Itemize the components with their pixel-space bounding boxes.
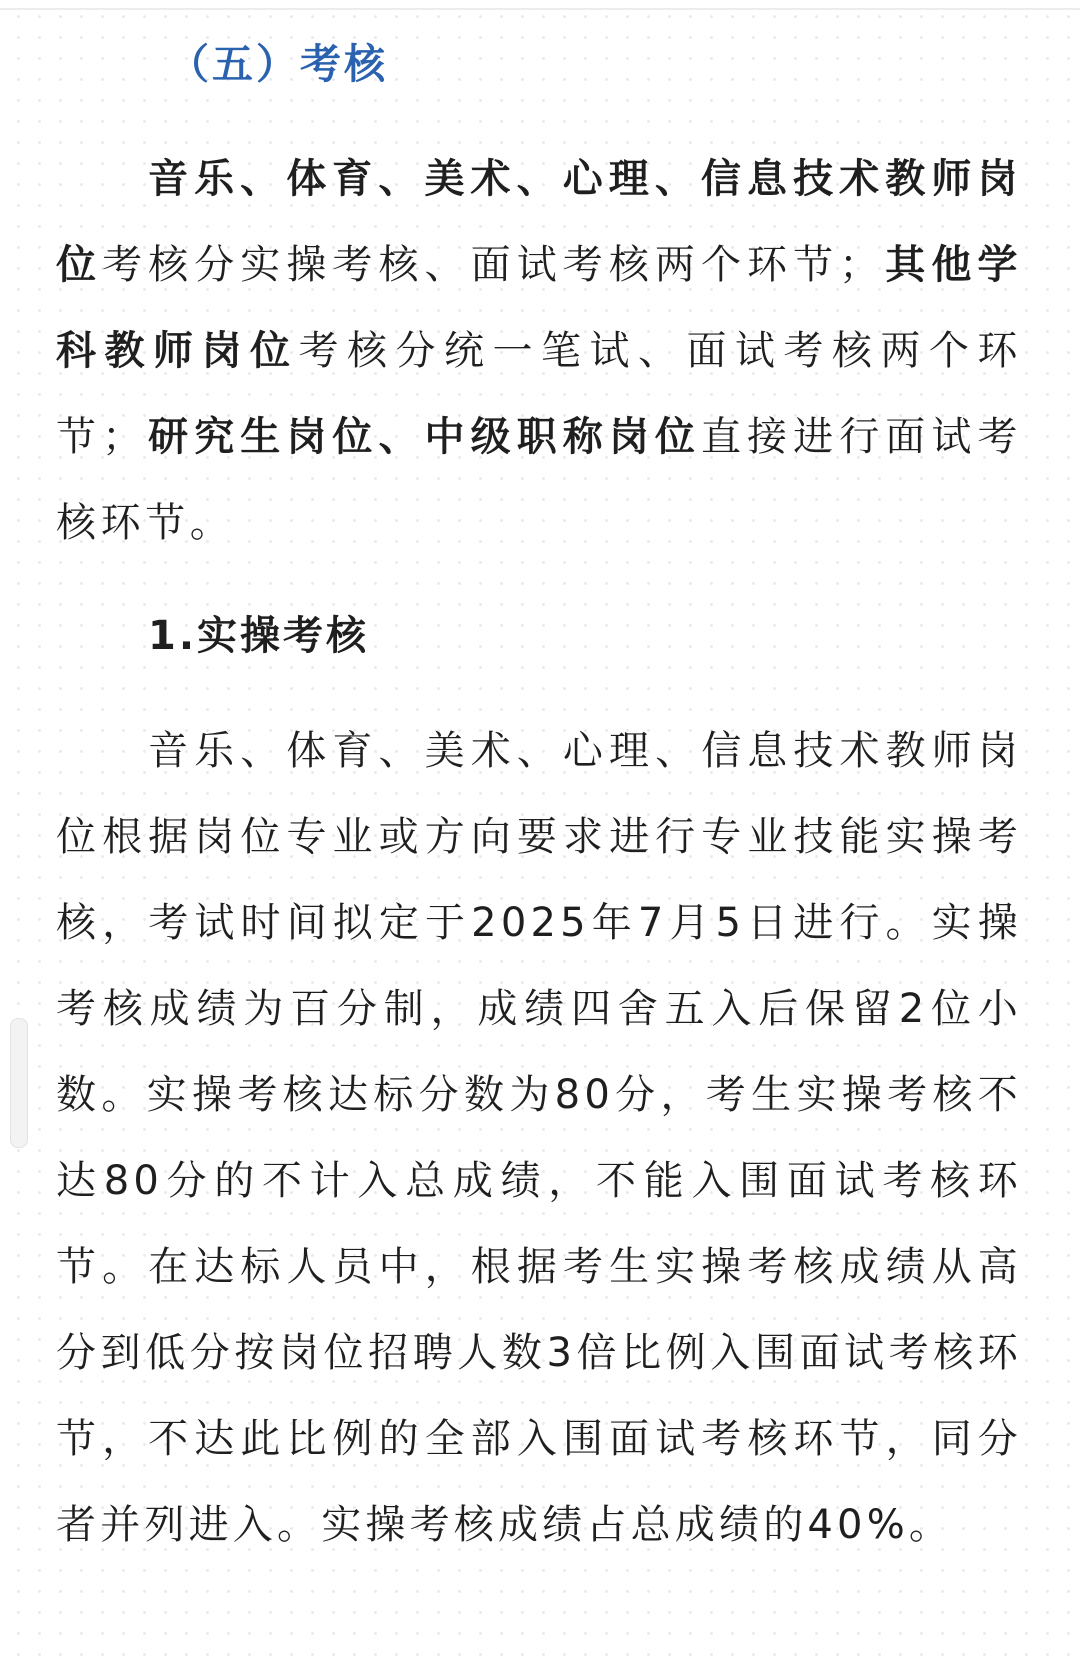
- top-divider: [0, 8, 1080, 10]
- intro-bold-other-subjects: 其他学科教师岗位: [56, 242, 1022, 374]
- intro-bold-arts-posts: 音乐、体育、美术、心理、信息技术教师岗位: [56, 156, 1022, 288]
- intro-bold-graduate-posts: 研究生岗位、中级职称岗位: [146, 414, 701, 460]
- article-content: [56, 28, 1022, 1568]
- section-heading: （五）考核: [168, 40, 388, 88]
- side-scroll-handle[interactable]: [10, 1018, 28, 1148]
- intro-arts-assessment: 考核分实操考核、面试考核两个环节；: [102, 242, 884, 288]
- practical-heading: 1.实操考核: [148, 613, 370, 659]
- intro-paragraph: [56, 136, 1022, 566]
- intro-graduate-assessment: 直接进行面试考核环节。: [56, 414, 1023, 546]
- intro-other-assessment: 考核分统一笔试、面试考核两个环节；: [56, 328, 1023, 460]
- practical-body-paragraph: 音乐、体育、美术、心理、信息技术教师岗位根据岗位专业或方向要求进行专业技能实操考核，考试时间拟定于2025年7月5日进行。实操考核成绩为百分制，成绩四舍五入后保留2位小数。实操考核达标分数为80分，考生实操考核不达80分的不计入总成绩，不能入围面试考核环节。在达标人员中，根据考生实操考核成绩从高分到低分按岗位招聘人数3倍比例入围面试考核环节，不达此比例的全部入围面试考核环节，同分者并列进入。实操考核成绩占总成绩的40%。: [56, 728, 1022, 1548]
